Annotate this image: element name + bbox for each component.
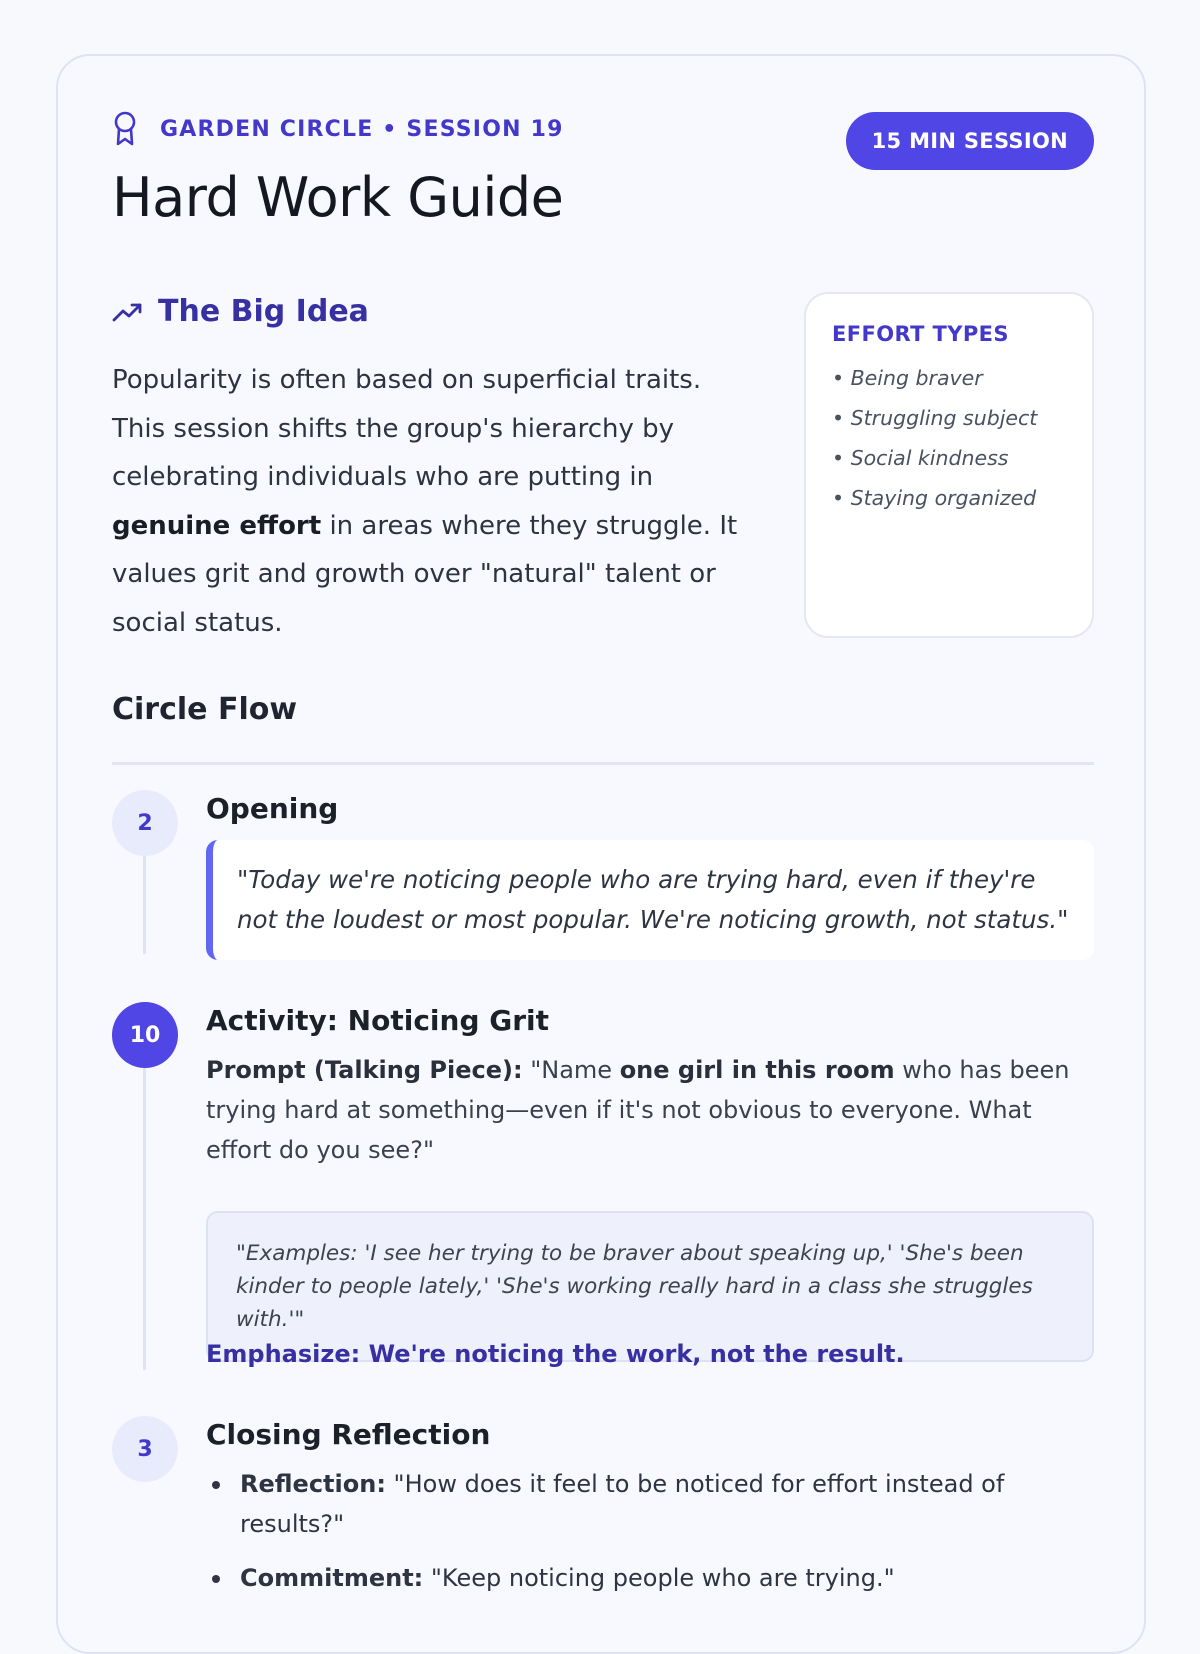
list-item: Commitment: "Keep noticing people who are trying." — [206, 1558, 1094, 1598]
effort-type-item: • Staying organized — [832, 486, 1037, 510]
activity-prompt: Prompt (Talking Piece): "Name one girl in this room who has been trying hard at something—even if it's not obvious to everyone. What effort do you see?" — [206, 1056, 1070, 1164]
big-idea-heading — [112, 294, 369, 329]
timeline-connector — [143, 1066, 146, 1370]
step-duration-badge: 10 — [112, 1002, 178, 1068]
big-idea-title: The Big Idea — [158, 294, 369, 329]
opening-quote: "Today we're noticing people who are trying hard, even if they're not the loudest or most popular. We're noticing growth, not status." — [206, 840, 1094, 960]
effort-type-item: • Struggling subject — [832, 406, 1038, 430]
big-idea-emphasis: genuine effort — [112, 510, 322, 541]
session-label: GARDEN CIRCLE • SESSION 19 — [160, 116, 564, 142]
examples-box: "Examples: 'I see her trying to be braver about speaking up,' 'She's been kinder to people lately,' 'She's working really hard in a class she struggles with.'" — [206, 1211, 1094, 1362]
effort-types-title: EFFORT TYPES — [832, 322, 1009, 346]
prompt-label: Prompt (Talking Piece): — [206, 1056, 523, 1084]
trending-up-icon — [112, 300, 144, 324]
circle-flow-heading: Circle Flow — [112, 692, 298, 727]
session-eyebrow — [112, 116, 564, 142]
timeline-connector — [143, 854, 146, 954]
step-duration-badge: 2 — [112, 790, 178, 856]
effort-types-panel — [804, 292, 1094, 638]
session-duration-badge: 15 MIN SESSION — [846, 112, 1094, 170]
closing-list — [206, 1464, 1094, 1612]
step-title-closing: Closing Reflection — [206, 1418, 491, 1451]
big-idea-text: Popularity is often based on superficial traits. This session shifts the group's hierarchy by celebrating individuals who are putting in genuine effort in areas where they struggle. It values grit and growth over "natural" talent or social status. — [112, 365, 738, 638]
step-title-opening: Opening — [206, 792, 339, 825]
session-card — [56, 54, 1146, 1654]
ribbon-award-icon — [112, 110, 138, 148]
list-item: Reflection: "How does it feel to be noticed for effort instead of results?" — [206, 1464, 1094, 1544]
divider — [112, 762, 1094, 765]
emphasize-note: Emphasize: We're noticing the work, not the result. — [206, 1340, 905, 1368]
step-duration-badge: 3 — [112, 1416, 178, 1482]
page-title: Hard Work Guide — [112, 166, 564, 229]
step-title-activity: Activity: Noticing Grit — [206, 1004, 550, 1037]
effort-type-item: • Being braver — [832, 366, 983, 390]
effort-type-item: • Social kindness — [832, 446, 1009, 470]
